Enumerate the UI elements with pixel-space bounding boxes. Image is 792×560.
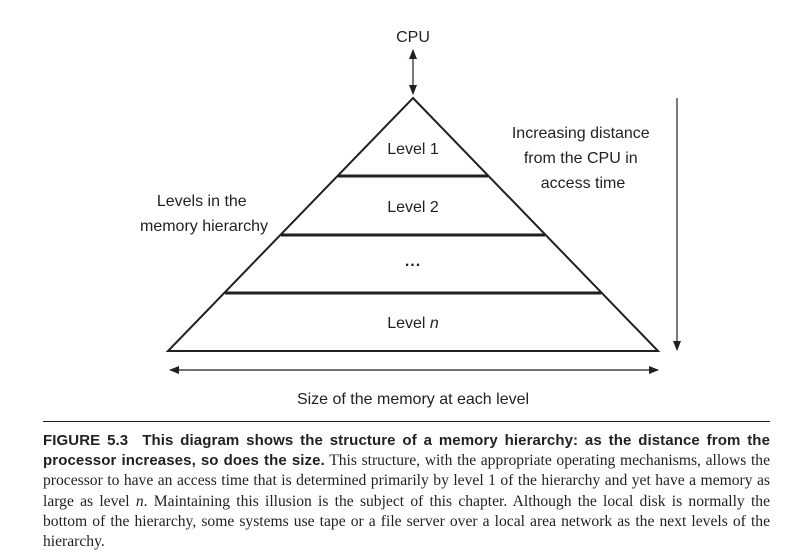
- level-2-label: Level 2: [387, 199, 439, 216]
- cpu-label: CPU: [396, 29, 430, 46]
- level-ellipsis-label: ...: [404, 253, 422, 270]
- figure-number: FIGURE 5.3: [43, 432, 129, 449]
- level-1-label: Level 1: [387, 141, 439, 158]
- level-n-variable: n: [429, 315, 439, 332]
- caption-divider: [43, 421, 770, 422]
- distance-label-line-1: Increasing distance: [511, 125, 650, 142]
- caption-body-part-2: . Maintaining this illusion is the subject of this chapter. Although the local disk is normally the bottom of the hierarchy, some systems use tape or a file server over a local area network as the next levels of the hierarchy.: [43, 492, 770, 551]
- figure-caption: [43, 431, 770, 552]
- levels-hierarchy-label: [140, 193, 268, 235]
- levels-hierarchy-label-line-1: Levels in the: [156, 193, 247, 210]
- caption-body-part-1: This structure, with the appropriate operating mechanisms, allows the processor to have an access time that is determined primarily by level 1 of the hierarchy and yet have a memory as large as level: [43, 452, 770, 510]
- caption-lead: This diagram shows the structure of a memory hierarchy: as the distance from the processor increases, so does the size.: [43, 432, 771, 470]
- level-n-prefix: Level: [387, 315, 430, 332]
- memory-size-label: Size of the memory at each level: [296, 391, 530, 408]
- distance-access-time-label: [512, 125, 654, 192]
- distance-label-line-2: from the CPU in: [523, 150, 638, 167]
- level-n-label: [387, 315, 439, 332]
- levels-hierarchy-label-line-2: memory hierarchy: [139, 218, 269, 235]
- distance-label-line-3: access time: [540, 175, 626, 192]
- caption-variable-n: n: [135, 492, 144, 510]
